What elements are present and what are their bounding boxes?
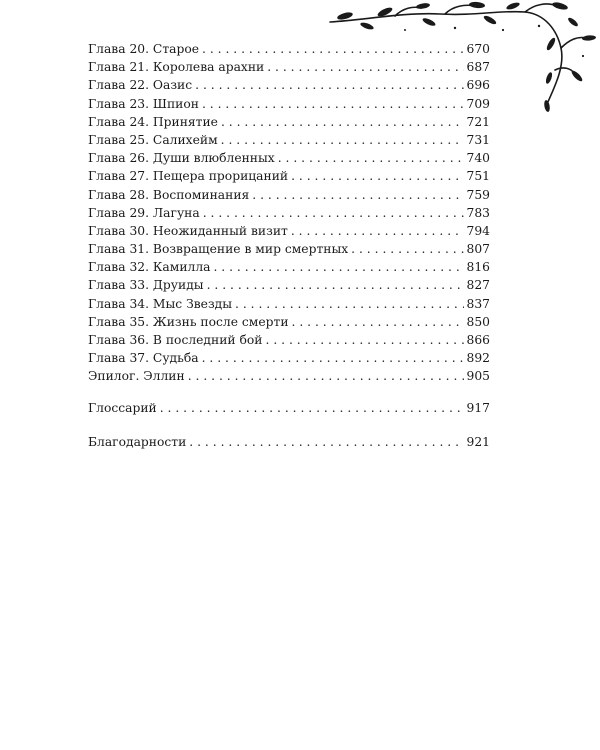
toc-entry[interactable] — [88, 149, 490, 167]
dot-leader — [202, 95, 464, 113]
dot-leader — [291, 167, 463, 185]
toc-entry-title: Глава 33. Друиды — [88, 278, 204, 293]
toc-entry-page: 794 — [466, 223, 490, 238]
dot-leader — [188, 367, 464, 385]
toc-entry-page: 783 — [466, 205, 490, 220]
dot-leader — [195, 76, 463, 94]
toc-entry[interactable] — [88, 240, 490, 258]
dot-leader — [207, 276, 464, 294]
toc-entry-page: 837 — [466, 296, 490, 311]
dot-leader — [267, 58, 463, 76]
toc-entry-page: 816 — [466, 260, 490, 275]
toc-entry-page: 917 — [466, 400, 490, 415]
toc-entry[interactable] — [88, 222, 490, 240]
toc-entry-title: Глава 36. В последний бой — [88, 333, 263, 347]
toc-entry-title: Глава 21. Королева арахни — [88, 60, 265, 75]
toc-entry-acknowledgements[interactable] — [88, 433, 490, 451]
toc-entry-page: 866 — [466, 333, 490, 347]
dot-leader — [235, 295, 464, 313]
toc-entry[interactable] — [88, 367, 490, 385]
dot-leader — [291, 222, 464, 240]
toc-entry[interactable] — [88, 40, 490, 58]
toc-entry-glossary[interactable] — [88, 399, 490, 417]
toc-entry-page: 892 — [466, 351, 490, 366]
chapter-list — [88, 40, 490, 386]
toc-entry-title: Глава 30. Неожиданный визит — [88, 223, 288, 238]
toc-entry-page: 740 — [466, 151, 490, 166]
table-of-contents — [88, 40, 490, 451]
toc-entry-title: Глава 31. Возвращение в мир смертных — [88, 242, 349, 257]
toc-entry[interactable] — [88, 258, 490, 276]
toc-entry-page: 850 — [466, 314, 490, 329]
toc-entry-title: Глоссарий — [88, 400, 157, 415]
toc-entry[interactable] — [88, 186, 490, 204]
dot-leader — [278, 149, 464, 167]
dot-leader — [292, 313, 464, 331]
toc-entry[interactable] — [88, 167, 490, 185]
dot-leader — [203, 204, 464, 222]
toc-entry-page: 709 — [466, 96, 490, 111]
toc-entry-page: 731 — [466, 132, 490, 147]
toc-entry-page: 670 — [466, 42, 490, 56]
toc-entry-title: Глава 29. Лагуна — [88, 205, 200, 220]
toc-entry-title: Глава 35. Жизнь после смерти — [88, 314, 289, 329]
toc-entry-title: Глава 32. Камилла — [88, 260, 211, 275]
toc-entry[interactable] — [88, 113, 490, 131]
toc-entry-title: Глава 37. Судьба — [88, 351, 199, 366]
toc-entry-page: 696 — [466, 78, 490, 93]
toc-entry-title: Глава 28. Воспоминания — [88, 187, 250, 202]
toc-entry-title: Глава 26. Души влюбленных — [88, 151, 275, 166]
toc-entry[interactable] — [88, 349, 490, 367]
dot-leader — [266, 331, 464, 349]
toc-entry-page: 759 — [466, 187, 490, 202]
dot-leader — [252, 186, 463, 204]
toc-entry[interactable] — [88, 131, 490, 149]
dot-leader — [202, 40, 464, 58]
dot-leader — [221, 131, 464, 149]
toc-entry[interactable] — [88, 295, 490, 313]
toc-entry-title: Благодарности — [88, 434, 187, 449]
dot-leader — [189, 433, 463, 451]
toc-entry[interactable] — [88, 313, 490, 331]
dot-leader — [202, 349, 464, 367]
toc-entry[interactable] — [88, 276, 490, 294]
toc-entry-page: 687 — [466, 60, 490, 75]
toc-entry-page: 905 — [466, 369, 490, 384]
toc-entry-title: Глава 24. Принятие — [88, 114, 218, 129]
toc-entry-title: Глава 27. Пещера прорицаний — [88, 169, 289, 184]
toc-entry-page: 827 — [466, 278, 490, 293]
toc-entry[interactable] — [88, 331, 490, 349]
toc-entry-title: Глава 25. Салихейм — [88, 132, 218, 147]
dot-leader — [221, 113, 464, 131]
toc-entry-page: 721 — [466, 114, 490, 129]
toc-entry[interactable] — [88, 204, 490, 222]
toc-entry-page: 751 — [466, 169, 490, 184]
toc-entry-title: Глава 20. Старое — [88, 42, 200, 56]
toc-entry-page: 921 — [466, 434, 490, 449]
toc-entry-title: Глава 34. Мыс Звезды — [88, 296, 233, 311]
dot-leader — [213, 258, 463, 276]
toc-entry[interactable] — [88, 95, 490, 113]
toc-entry[interactable] — [88, 58, 490, 76]
toc-entry-page: 807 — [466, 242, 490, 257]
dot-leader — [160, 399, 464, 417]
toc-entry-title: Глава 22. Оазис — [88, 78, 193, 93]
dot-leader — [351, 240, 463, 258]
toc-entry-title: Глава 23. Шпион — [88, 96, 199, 111]
toc-entry[interactable] — [88, 76, 490, 94]
toc-entry-title: Эпилог. Эллин — [88, 369, 185, 384]
